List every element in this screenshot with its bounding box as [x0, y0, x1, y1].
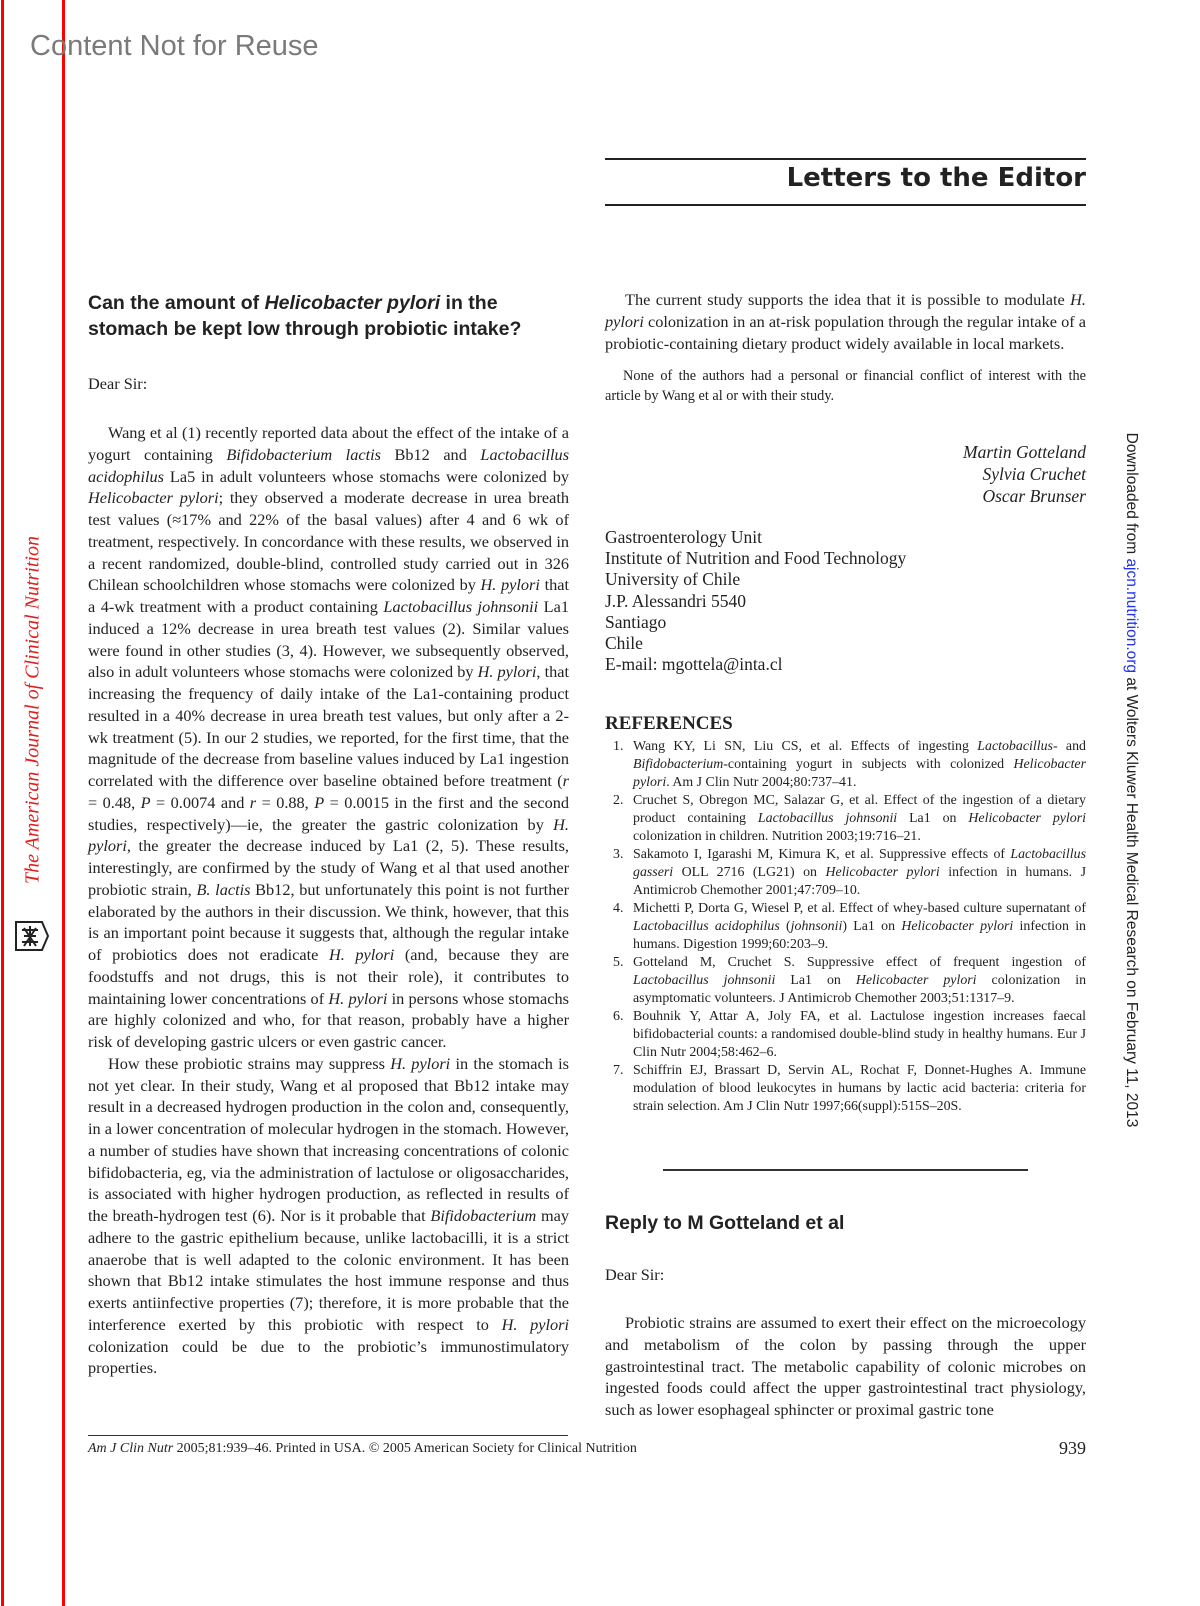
- italic-text: Lactobacillus acidophilus: [633, 919, 780, 934]
- text-run: (and, because they are foodstuffs and not drugs, this is not their role), it contributes to maintaining lower concentrations of: [88, 945, 569, 1008]
- journal-side-title: The American Journal of Clinical Nutrition: [21, 536, 44, 884]
- email-line: E-mail: mgottela@inta.cl: [605, 654, 783, 675]
- author-name: Martin Gotteland: [963, 442, 1086, 462]
- download-notice-suffix: at Wolters Kluwer Health Medical Research on February 11, 2013: [1123, 673, 1140, 1128]
- header-rule-bottom: [605, 204, 1086, 206]
- reference-number: 4.: [613, 901, 624, 916]
- italic-text: B. lactis: [196, 879, 251, 899]
- text-run: The current study supports the idea that it is possible to modulate: [625, 290, 1071, 309]
- reference-text: [633, 847, 1086, 898]
- references-heading: REFERENCES: [605, 713, 733, 734]
- text-run: colonization in an at-risk population through the regular intake of a probiotic-containing dietary product widely available in local markets.: [605, 311, 1086, 353]
- text-run: in persons whose stomachs are highly colonized and who, for that reason, probably have a higher risk of developing gastric ulcers or even gastric cancer.: [88, 988, 569, 1051]
- italic-text: Helicobacter pylori: [633, 757, 1086, 790]
- italic-text: Helicobacter pylori: [901, 919, 1014, 934]
- text-run: in the stomach is not yet clear. In their study, Wang et al proposed that Bb12 intake may result in a decreased hydrogen production in the colon and, consequently, in a lower concentration of molecular hydrogen in the stomach. However, a number of studies have shown that increasing concentrations of colonic bifidobacteria, eg, via the administration of lactulose or oligosaccharides, is associated with higher hydrogen production, as reflected in results of the breath-hydrogen test (6). Nor is it probable that: [88, 1053, 569, 1225]
- reply-salutation: Dear Sir:: [605, 1265, 665, 1284]
- reference-text: [633, 739, 1086, 790]
- address-line: Santiago: [605, 611, 667, 632]
- reference-item: [605, 738, 1086, 792]
- margin-line-inner: [62, 0, 65, 1606]
- text-run: , the greater the decrease induced by La1 (2, 5). These results, interestingly, are confirmed by the study of Wang et al that used another probiotic strain,: [88, 836, 569, 899]
- italic-text: Lactobacillus gasseri: [633, 847, 1086, 880]
- reference-number: 6.: [613, 1009, 624, 1024]
- reference-text: [633, 955, 1086, 1006]
- letter-title: [88, 290, 568, 342]
- italic-text: Bifidobacterium: [633, 757, 724, 772]
- address-line: Institute of Nutrition and Food Technology: [605, 548, 907, 569]
- author-name: Oscar Brunser: [982, 486, 1086, 506]
- text-run: Probiotic strains are assumed to exert their effect on the microecology and metabolism of the colon by passing through the upper gastrointestinal tract. The metabolic capability of colonic microbes on ingested foods could affect the upper gastrointestinal tract physiology, such as lower esophageal sphincter or proximal gastric tone: [605, 1313, 1086, 1419]
- italic-text: H. pylori: [477, 662, 537, 682]
- text-run: = 0.0015 in the first and the second studies, respectively)—ie, the greater the gastric colonization by: [88, 792, 569, 834]
- reference-text: [633, 1009, 1086, 1060]
- text-run: La1 induced a 12% decrease in urea breath test values (2). Similar values were found in other studies (3, 4). However, we subsequently observed, also in adult volunteers whose stomachs were colonized by: [88, 597, 569, 682]
- text-run: Gotteland M, Cruchet S. Suppressive effect of frequent ingestion of: [633, 955, 1086, 970]
- italic-text: H. pylori: [88, 814, 569, 856]
- text-run: infection in humans. J Antimicrob Chemother 2001;47:709–10.: [633, 865, 1086, 898]
- reply-title: Reply to M Gotteland et al: [605, 1212, 845, 1234]
- italic-text: Helicobacter pylori: [855, 973, 977, 988]
- watermark: Content Not for Reuse: [30, 30, 319, 62]
- footer-citation: [88, 1441, 637, 1457]
- italic-text: Lactobacillus johnsonii: [383, 597, 539, 616]
- reference-text: [633, 1063, 1086, 1114]
- author-list: [605, 441, 1086, 507]
- italic-text: Lactobacillus: [977, 739, 1053, 754]
- italic-text: Helicobacter pylori: [88, 488, 219, 508]
- text-run: ; they observed a moderate decrease in urea breath test values (≈17% and 22% of the basal values) after 4 and 6 wk of treatment, respectively. In concordance with these results, we observed in a recent randomized, double-blind, controlled study carried out in 326 Chilean schoolchildren whose stomachs were colonized by: [88, 488, 570, 595]
- italic-text: H. pylori: [605, 290, 1086, 331]
- reference-item: [605, 1008, 1086, 1062]
- author-name: Sylvia Cruchet: [982, 464, 1086, 484]
- italic-text: H. pylori: [390, 1053, 451, 1073]
- text-run: = 0.0074 and: [150, 792, 250, 812]
- text-run: colonization in asymptomatic volunteers. J Antimicrob Chemother 2003;51:1317–9.: [633, 973, 1087, 1006]
- text-run: La1 on: [897, 811, 969, 826]
- letter-paragraph: [605, 289, 1086, 354]
- text-run: Can the amount of: [88, 292, 265, 314]
- text-run: = 0.88,: [256, 792, 315, 812]
- italic-text: Helicobacter pylori: [825, 865, 940, 880]
- text-run: La5 in adult volunteers whose stomachs were colonized by: [163, 466, 569, 486]
- italic-text: Helicobacter pylori: [264, 292, 441, 314]
- text-run: Sakamoto I, Igarashi M, Kimura K, et al. Suppressive effects of: [633, 847, 1011, 862]
- download-notice-prefix: Downloaded from: [1123, 432, 1140, 559]
- text-run: Bb12, but unfortunately this point is not further elaborated by the authors in their discussion. We think, however, that this is an important point because it suggests that, although the regular intake of probiotics does not eradicate: [88, 879, 569, 964]
- conflict-statement: [605, 366, 1086, 406]
- text-run: - and: [1052, 739, 1086, 754]
- italic-text: Lactobacillus johnsonii: [757, 811, 898, 826]
- section-divider: [663, 1169, 1028, 1171]
- letter-salutation: Dear Sir:: [88, 374, 148, 393]
- reference-number: 3.: [613, 847, 624, 862]
- reference-item: [605, 792, 1086, 846]
- reply-paragraph: [605, 1312, 1086, 1421]
- text-run: infection in humans. Digestion 1999;60:203–9.: [633, 919, 1087, 952]
- text-run: Schiffrin EJ, Brassart D, Servin AL, Rochat F, Donnet-Hughes A. Immune modulation of blood leukocytes in humans by lactic acid bacteria: criteria for strain selection. Am J Clin Nutr 1997;66(suppl):515S–20S.: [633, 1063, 1086, 1114]
- footer-citation-text: 2005;81:939–46. Printed in USA. © 2005 American Society for Clinical Nutrition: [173, 1441, 637, 1456]
- footer-rule: [88, 1435, 568, 1436]
- italic-text: H. pylori: [480, 575, 540, 595]
- footer-journal: Am J Clin Nutr: [88, 1441, 174, 1456]
- references-list: [605, 738, 1086, 1116]
- italic-text: Helicobacter pylori: [968, 811, 1086, 826]
- address-line: University of Chile: [605, 569, 741, 590]
- address-line: Chile: [605, 633, 643, 654]
- reference-item: [605, 954, 1086, 1008]
- italic-text: r: [249, 792, 257, 812]
- text-run: ) La1 on: [842, 919, 902, 934]
- text-run: = 0.48,: [88, 792, 141, 812]
- text-run: that a 4-wk treatment with a product containing: [88, 575, 569, 616]
- italic-text: Lactobacillus johnsonii: [633, 973, 776, 988]
- reference-item: [605, 846, 1086, 900]
- text-run: None of the authors had a personal or financial conflict of interest with the article by Wang et al or with their study.: [605, 368, 1086, 404]
- text-run: How these probiotic strains may suppress: [108, 1053, 391, 1073]
- italic-text: Bifidobacterium: [430, 1206, 537, 1225]
- text-run: Michetti P, Dorta G, Wiesel P, et al. Effect of whey-based culture supernatant of: [633, 901, 1086, 916]
- reference-text: [633, 793, 1086, 844]
- margin-line-left: [1, 0, 4, 1606]
- text-run: may adhere to the gastric epithelium because, unlike lactobacilli, it is a strict anaerobe that is well adapted to the colonic environment. It has been shown that Bb12 intake stimulates the host immune response and thus exerts antiinfective properties (7); therefore, it is more probable that the interference exerted by this probiotic with respect to: [88, 1206, 569, 1334]
- italic-text: johnsonii: [790, 919, 843, 934]
- journal-logo-icon: [14, 920, 50, 952]
- text-run: colonization in children. Nutrition 2003;19:716–21.: [633, 829, 921, 844]
- text-run: colonization could be due to the probiotic’s immunostimulatory properties.: [88, 1336, 569, 1378]
- author-address: [605, 527, 906, 675]
- text-run: (: [779, 919, 791, 934]
- italic-text: H. pylori: [501, 1314, 569, 1334]
- text-run: , that increasing the frequency of daily intake of the La1-containing product resulted in a 40% decrease in urea breath test values, but only after a 2-wk treatment (5). In our 2 studies, we reported, for the first time, that the magnitude of the decrease from baseline values induced by La1 ingestion correlated with the difference over baseline obtained before treatment (: [88, 662, 569, 790]
- reply-body: [605, 1312, 1086, 1422]
- reference-number: 1.: [613, 739, 624, 754]
- text-run: OLL 2716 (LG21) on: [673, 865, 826, 880]
- reference-number: 7.: [613, 1063, 624, 1078]
- text-run: -containing yogurt in subjects with colonized: [723, 757, 1014, 772]
- header-rule-top: [605, 158, 1086, 160]
- reference-number: 5.: [613, 955, 624, 970]
- page-number: 939: [1059, 1438, 1086, 1458]
- italic-text: H. pylori: [328, 988, 388, 1008]
- italic-text: r: [562, 771, 569, 790]
- text-run: Bb12 and: [380, 444, 481, 464]
- text-run: in the stomach be kept low through probiotic intake?: [88, 292, 522, 340]
- conflict-text: [605, 366, 1086, 406]
- text-run: La1 on: [775, 973, 856, 988]
- letter-paragraph: [88, 422, 569, 1053]
- italic-text: P: [140, 792, 151, 812]
- italic-text: Lactobacillus acidophilus: [88, 444, 570, 486]
- letter-paragraph: [88, 1053, 569, 1379]
- letter-body-right: [605, 289, 1086, 354]
- reference-item: [605, 900, 1086, 954]
- reference-number: 2.: [613, 793, 624, 808]
- letter-body-left: [88, 422, 569, 1379]
- reference-text: [633, 901, 1086, 952]
- text-run: Wang et al (1) recently reported data about the effect of the intake of a yogurt containing: [88, 423, 569, 464]
- section-header: Letters to the Editor: [786, 163, 1086, 193]
- text-run: Wang KY, Li SN, Liu CS, et al. Effects of ingesting: [633, 739, 978, 754]
- italic-text: H. pylori: [328, 945, 395, 964]
- italic-text: P: [314, 792, 325, 812]
- address-line: Gastroenterology Unit: [605, 527, 762, 547]
- text-run: Cruchet S, Obregon MC, Salazar G, et al. Effect of the ingestion of a dietary product containing: [633, 793, 1086, 826]
- italic-text: Bifidobacterium lactis: [226, 444, 381, 464]
- reference-item: [605, 1062, 1086, 1116]
- text-run: Bouhnik Y, Attar A, Joly FA, et al. Lactulose ingestion increases faecal bifidobacterial counts: a randomised double-blind study in healthy humans. Eur J Clin Nutr 2004;58:462–6.: [633, 1009, 1086, 1060]
- address-line: J.P. Alessandri 5540: [605, 590, 746, 611]
- site-link[interactable]: ajcn.nutrition.org: [1123, 558, 1140, 674]
- text-run: . Am J Clin Nutr 2004;80:737–41.: [666, 775, 857, 790]
- download-notice: [1122, 433, 1140, 1128]
